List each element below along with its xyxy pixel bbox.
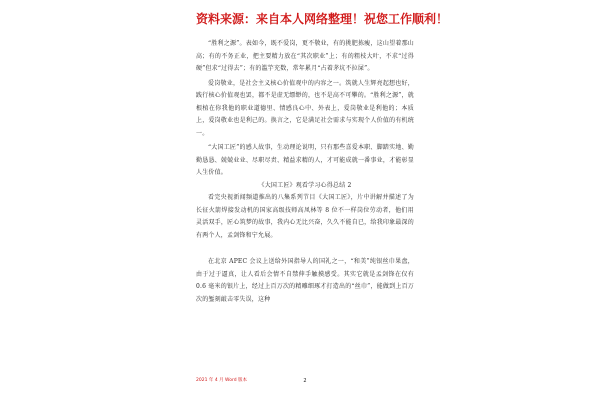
section-heading: 《大国工匠》观看学习心得总结 2 [258, 181, 352, 189]
document-page [196, 12, 449, 388]
page-footer [196, 376, 414, 386]
paragraph-2: 爱岗敬业，是社会主义核心价值观中的内容之一。筑就人生辉亮起想也好，践行核心价值观也罢，都不是虚无缥缈的，也不是高不可攀的。“胜利之源”，就根植在你我他的职业道德里、情感良心中、外表上，爱岗敬业是利他的；本质上，爱岗敬业也是利己的。换言之，它是满足社会需求与实现个人价值的有机统一。 [196, 79, 414, 137]
paragraph-3: “大国工匠”的感人故事，生动理论说明，只有那些喜爱本职、脚踏实地、勤勤恳恳、兢兢业业、尽职尽责、精益求精的人，才可能成就一番事业，才能彰显人生价值。 [196, 144, 414, 176]
page-number: 2 [303, 378, 307, 384]
footer-date-label: 2021 年 4 月 Word 版本 [196, 378, 248, 383]
body-text [196, 38, 414, 306]
header-title: 资料来源：来自本人网络整理！祝您工作顺利！ [196, 12, 449, 26]
paragraph-1: “胜利之源”。表如今，既不爱岗，更不敬业，有的挑肥拣瘦，这山望着那山高；有的不务正业，把主要精力放在“其次职业”上；有的粗枝大叶，不求“过得硬”但求“过得去”；有的滥竽充数，常年累月“占着茅坑不拉屎”。 [196, 40, 414, 72]
paragraph-4: 看完央视新闻频道推出的八集系列节目《大国工匠》，片中讲解并描述了为长征火箭焊接发动机的国家高级技师高凤林等 8 位不一样岗位劳动者，他们用灵活双手，匠心筑梦的故事，我内心无比兴奋，久久不能自已，给我印象最深的有两个人，孟剑锋和宁允展。 [196, 194, 414, 239]
paragraph-5: 在北京 APEC 会议上送给外国指导人的国礼之一，“和美”纯银丝巾果盘，由于过于逼真，让人看后会情不自禁伸手触摸感受。其实它就是孟剑锋在仅有 0.6 毫米的银片上，经过上百万次的精雕细琢才打造出的“丝巾”，能做到上百万次的錾刻敲击零失误，这种 [196, 258, 414, 303]
